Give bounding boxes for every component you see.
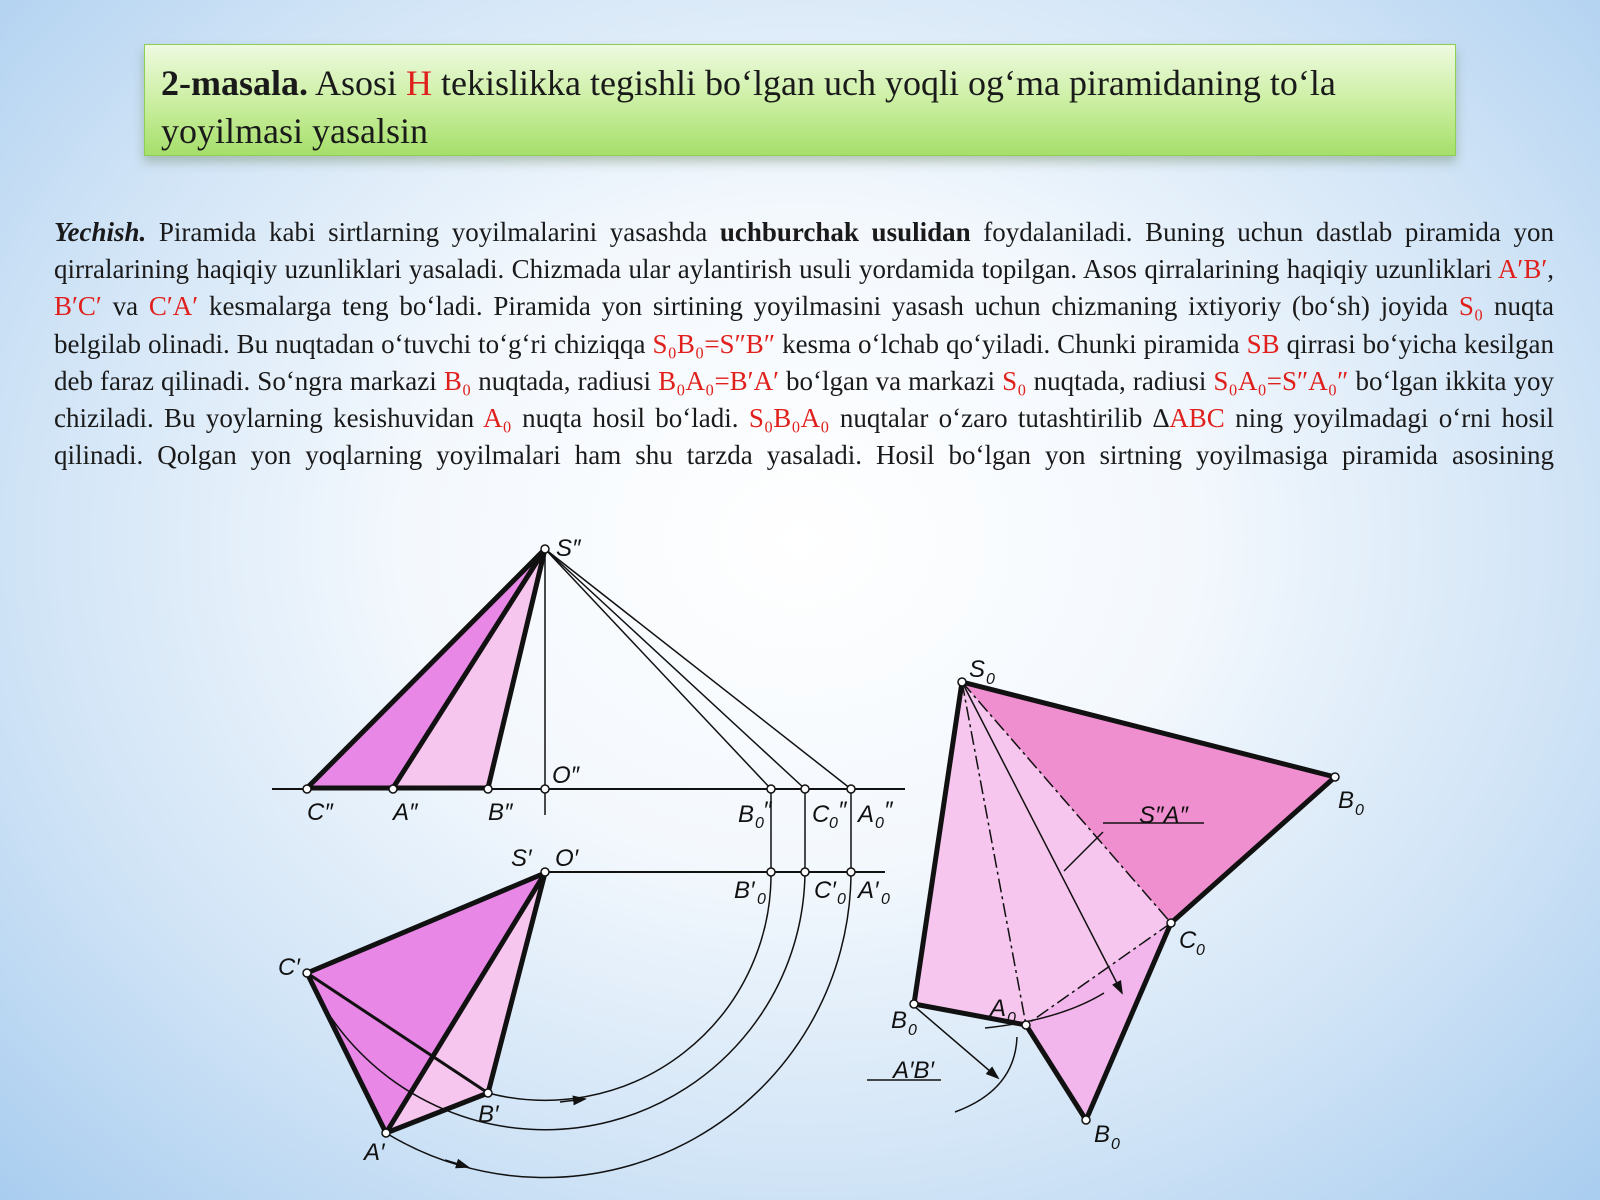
para-highlight: B₀: [443, 365, 472, 396]
point-b0-2: [767, 785, 775, 793]
label-c0-2-prime: ″: [838, 797, 847, 824]
point-c2: [303, 785, 311, 793]
para-highlight: S₀B₀A₀: [748, 403, 830, 434]
point-s0: [958, 678, 966, 686]
label-a0-2-prime: ″: [884, 797, 893, 824]
point-c1: [303, 969, 311, 977]
label-ab: A′B′: [893, 1057, 935, 1084]
point-b0a: [1331, 773, 1339, 781]
label-b0-1: B′: [734, 877, 755, 904]
label-a0-2-sub: 0: [875, 815, 884, 832]
true-length-b: [545, 549, 771, 789]
point-a0-2: [847, 785, 855, 793]
para-text: nuqtada, radiusi: [1033, 365, 1207, 396]
point-c0-1: [801, 868, 809, 876]
label-b0a: B: [1338, 787, 1355, 814]
label-b0b: B: [891, 1007, 908, 1034]
label-a0: A: [990, 995, 1007, 1022]
label-s1: S′: [511, 845, 532, 872]
arrow-a: [445, 1160, 468, 1167]
point-a0-1: [847, 868, 855, 876]
para-text: bo‘lgan va markazi: [786, 365, 996, 396]
para-highlight: S₀B₀=S″B″: [652, 328, 776, 359]
point-b2: [484, 785, 492, 793]
point-s2: [541, 545, 549, 553]
label-a0-2: A: [858, 801, 875, 828]
para-highlight: B₀A₀=B′A′: [658, 365, 779, 396]
para-highlight: ABC: [1169, 403, 1225, 434]
para-text: kesmalarga teng bo‘ladi. Piramida yon sirtining yoyilmasini yasash uchun chizmaning ixtiyoriy (bo‘sh) joyida: [208, 291, 1449, 322]
para-text: ning yoyilmadagi o‘rni hosil qilinadi. Qolgan yon yoqlarning yoyilmalari ham shu tarzda yasaladi. Hosil bo‘lgan yon sirtning yoyilmasiga piramida asosining: [54, 403, 1554, 471]
label-b0a-sub: 0: [1355, 802, 1364, 819]
label-b0c-sub: 0: [1111, 1136, 1120, 1153]
label-c0-2-sub: 0: [829, 815, 838, 832]
point-a2: [389, 785, 397, 793]
label-a2: A″: [393, 799, 418, 826]
label-s0: S: [969, 656, 986, 683]
para-text: Piramida kabi sirtlarning yoyilmalarini yasashda: [158, 217, 708, 247]
para-highlight: S₀: [1458, 291, 1484, 322]
label-c0-1-sub: 0: [837, 891, 846, 908]
label-s0-sub: 0: [986, 671, 995, 688]
point-s1: [541, 868, 549, 876]
para-highlight: S₀A₀=S″A₀″: [1213, 365, 1349, 396]
point-a1: [382, 1129, 390, 1137]
point-a0: [1022, 1021, 1030, 1029]
para-text: ,: [1547, 254, 1554, 285]
para-text: kesma o‘lchab qo‘yiladi. Chunki piramida: [782, 328, 1240, 359]
point-b0b: [910, 1000, 918, 1008]
title-text-2: tekislikka tegishli bo‘lgan uch yoqli og‘ma piramidaning to‘la yoyilmasi yasalsin: [161, 63, 1336, 151]
label-a0-1: A′: [858, 877, 879, 904]
label-c0-1: C′: [814, 877, 836, 904]
para-text: nuqtalar o‘zaro tutashtirilib ∆: [839, 403, 1170, 434]
para-highlight: S₀: [1002, 365, 1027, 396]
label-c0: C: [1179, 927, 1197, 954]
label-o1: O′: [555, 845, 579, 872]
label-a0-sub: 0: [1007, 1010, 1016, 1027]
point-b1: [484, 1089, 492, 1097]
label-b0b-sub: 0: [908, 1022, 917, 1039]
para-text: nuqta belgilab olinadi. Bu nuqtadan o‘tuvchi to‘g‘ri chiziqqa: [54, 291, 1554, 359]
point-o2: [541, 785, 549, 793]
para-highlight: C′A′: [148, 291, 199, 322]
label-b0-2-sub: 0: [755, 815, 764, 832]
label-c0-sub: 0: [1196, 942, 1205, 959]
label-o2: O″: [552, 762, 580, 789]
label-a1: A′: [364, 1139, 385, 1166]
para-highlight: A₀: [482, 403, 512, 434]
title-text-1: Asosi: [315, 63, 398, 103]
label-c0-2: C: [812, 801, 830, 828]
point-c0: [1167, 919, 1175, 927]
true-length-a: [545, 549, 851, 789]
point-c0-2: [801, 785, 809, 793]
front-view: [272, 535, 905, 872]
label-sa: S″A″: [1139, 802, 1189, 829]
para-highlight: B′C′: [54, 291, 102, 322]
label-c2: C″: [307, 799, 333, 826]
label-c1: C′: [278, 954, 300, 981]
para-bold: uchburchak usulidan: [719, 217, 971, 247]
label-b2: B″: [488, 799, 513, 826]
label-b0-1-sub: 0: [757, 891, 766, 908]
para-highlight: A′B′: [1497, 254, 1548, 285]
point-b0-1: [767, 868, 775, 876]
top-view: [278, 845, 890, 1178]
true-length-c: [545, 549, 805, 789]
development: [867, 656, 1364, 1153]
para-text: bo‘lgan ikkita yoy chiziladi. Bu yoylarning kesishuvidan: [54, 365, 1554, 434]
para-text: nuqta hosil bo‘ladi.: [522, 403, 739, 434]
para-text: nuqtada, radiusi: [478, 365, 652, 396]
label-b0-2: B: [738, 801, 755, 828]
title-highlight-h: H: [406, 63, 433, 103]
label-b0-2-prime: ″: [763, 797, 772, 824]
label-b0c: B: [1094, 1121, 1111, 1148]
point-b0c: [1082, 1116, 1090, 1124]
problem-number: 2-masala.: [161, 63, 308, 103]
solution-lead: Yechish.: [54, 217, 147, 247]
label-b1: B′: [478, 1101, 499, 1128]
para-text: foydalaniladi. Buning uchun dastlab piramida yon qirralarining haqiqiy uzunliklari yasaladi. Chizmada ular aylantirish usuli yordamida topilgan. Asos qirralarining haqiqiy uzunliklari: [54, 217, 1554, 285]
label-s2: S″: [556, 535, 581, 562]
para-text: va: [112, 291, 139, 322]
para-text: qirrasi bo‘yicha kesilgan deb faraz qilinadi. So‘ngra markazi: [54, 328, 1554, 396]
label-a0-1-sub: 0: [881, 891, 890, 908]
para-highlight: SB: [1246, 328, 1280, 359]
